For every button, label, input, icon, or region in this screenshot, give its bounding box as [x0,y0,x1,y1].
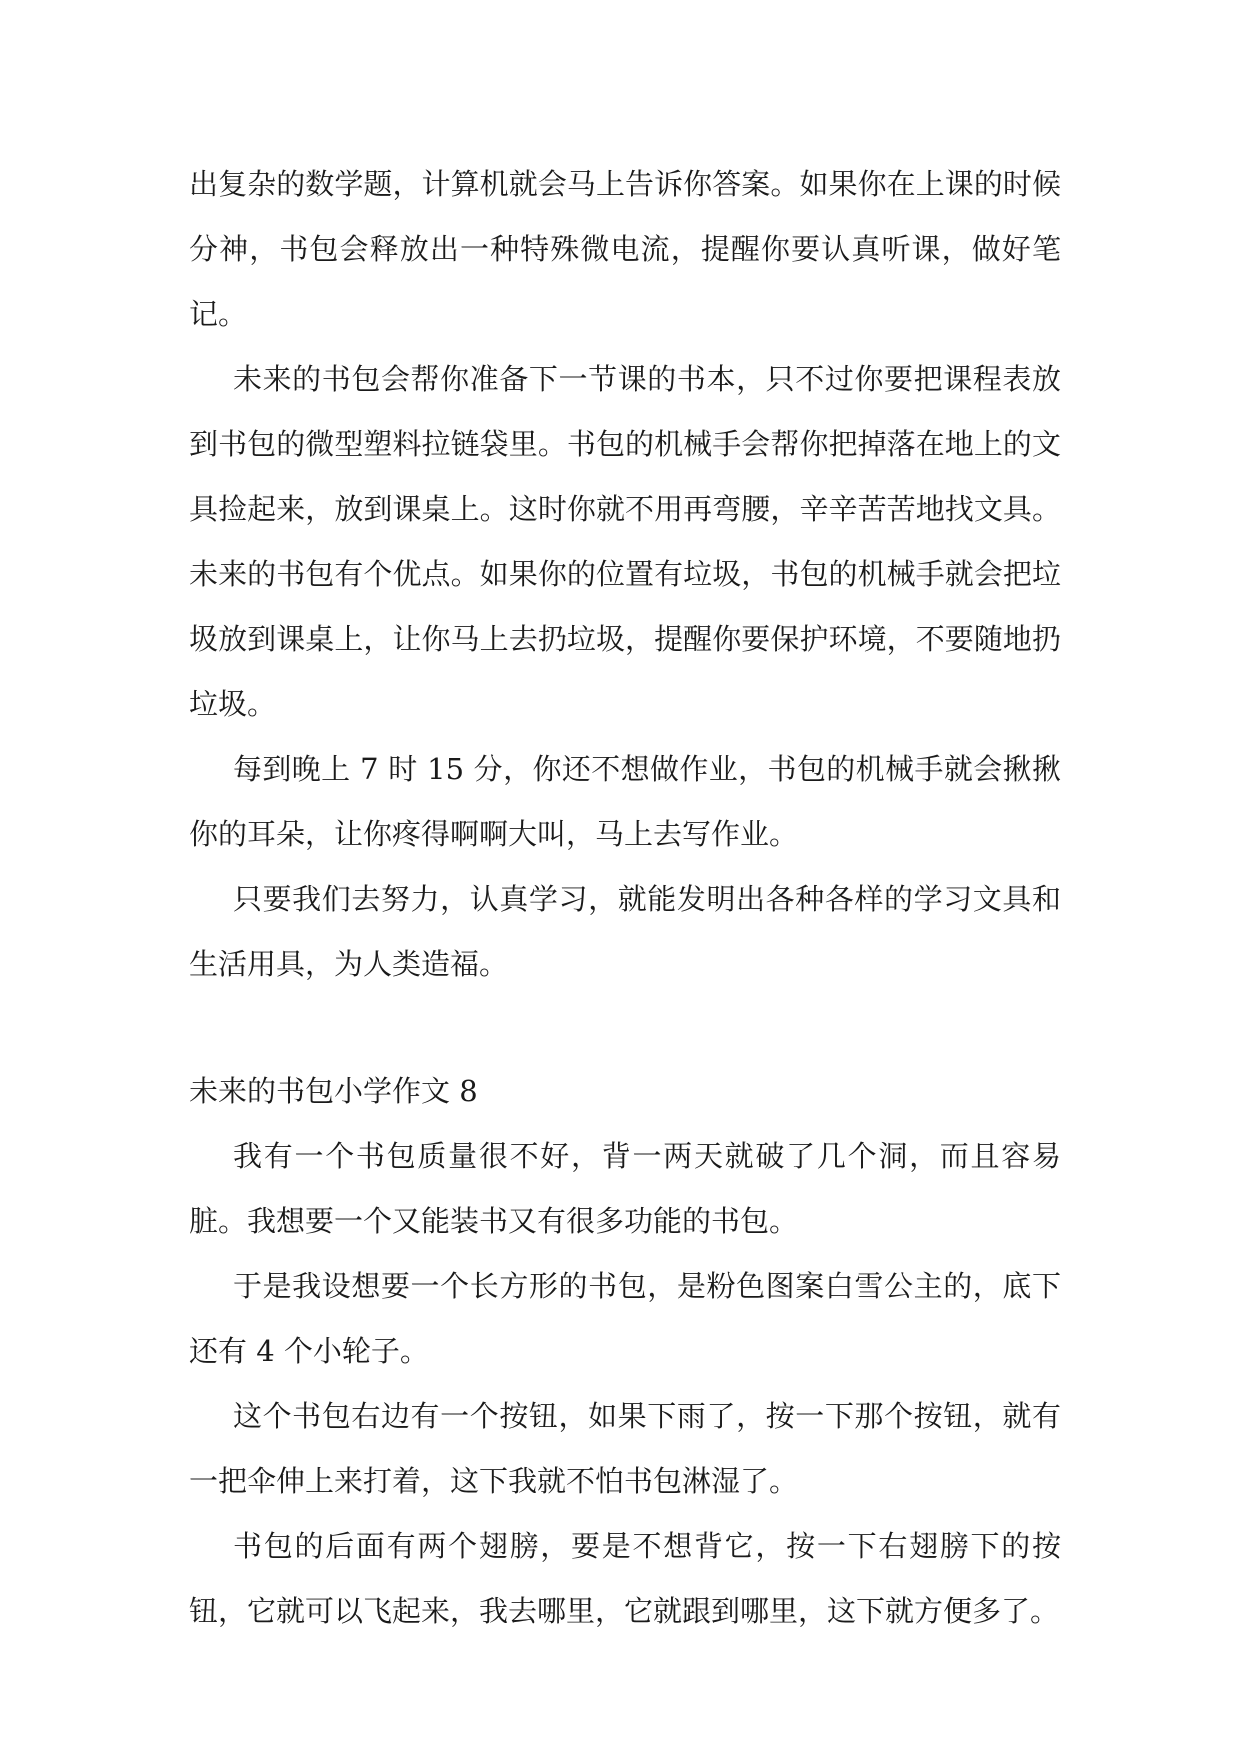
paragraph-design: 于是我设想要一个长方形的书包，是粉色图案白雪公主的，底下还有 4 个小轮子。 [189,1269,1061,1368]
document-page [189,152,1061,1644]
paragraph-homework-reminder: 每到晚上 7 时 15 分，你还不想做作业，书包的机械手就会揪揪你的耳朵，让你疼得啊啊大叫，马上去写作业。 [189,752,1061,851]
paragraph-conclusion: 只要我们去努力，认真学习，就能发明出各种各样的学习文具和生活用具，为人类造福。 [189,882,1061,981]
paragraph-continued: 出复杂的数学题，计算机就会马上告诉你答案。如果你在上课的时候分神，书包会释放出一种特殊微电流，提醒你要认真听课，做好笔记。 [189,167,1061,331]
paragraph-wings: 书包的后面有两个翅膀，要是不想背它，按一下右翅膀下的按钮，它就可以飞起来，我去哪里，它就跟到哪里，这下就方便多了。 [189,1529,1061,1628]
section-title: 未来的书包小学作文 8 [189,1074,478,1108]
paragraph-future-bag-helper: 未来的书包会帮你准备下一节课的书本，只不过你要把课程表放到书包的微型塑料拉链袋里。书包的机械手会帮你把掉落在地上的文具捡起来，放到课桌上。这时你就不用再弯腰，辛辛苦苦地找文具。未来的书包有个优点。如果你的位置有垃圾，书包的机械手就会把垃圾放到课桌上，让你马上去扔垃圾，提醒你要保护环境，不要随地扔垃圾。 [189,362,1061,721]
paragraph-bad-bag: 我有一个书包质量很不好，背一两天就破了几个洞，而且容易脏。我想要一个又能装书又有很多功能的书包。 [189,1139,1061,1238]
section-gap [189,997,1061,1059]
paragraph-umbrella-button: 这个书包右边有一个按钮，如果下雨了，按一下那个按钮，就有一把伞伸上来打着，这下我就不怕书包淋湿了。 [189,1399,1061,1498]
